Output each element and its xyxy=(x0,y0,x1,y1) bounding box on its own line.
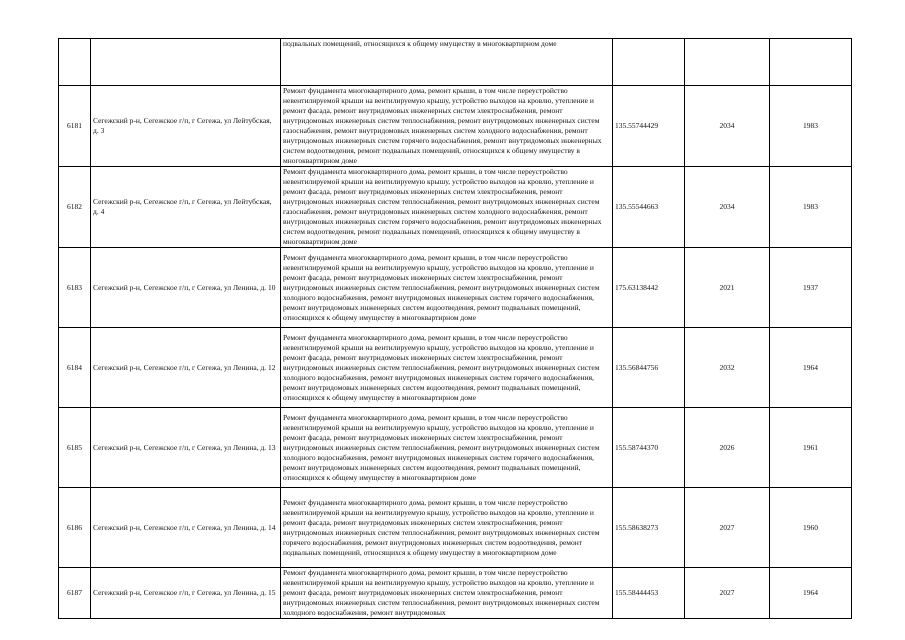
row-built-year: 1961 xyxy=(770,408,852,488)
row-number: 6183 xyxy=(59,248,91,328)
row-works: Ремонт фундамента многоквартирного дома, ремонт крыши, в том числе переустройство невентилируемой крыши на вентилируемую крышу, устройство выходов на кровлю, утепление и ремонт фасада, ремонт внутридомовых инженерных систем электроснабжения, ремонт внутридомовых инженерных систем теплоснабжения, ремонт внутридомовых инженерных систем холодного водоснабжения, ремонт внутридомовых инженерных систем горячего водоснабжения, ремонт внутридомовых инженерных систем водоотведения, ремонт подвальных помещений, относящихся к общему имуществу в многоквартирном доме xyxy=(281,328,613,408)
row-built-year: 1983 xyxy=(770,167,852,248)
row-works: Ремонт фундамента многоквартирного дома, ремонт крыши, в том числе переустройство невентилируемой крыши на вентилируемую крышу, устройство выходов на кровлю, утепление и ремонт фасада, ремонт внутридомовых инженерных систем электроснабжения, ремонт внутридомовых инженерных систем теплоснабжения, ремонт внутридомовых инженерных систем газоснабжения, ремонт внутридомовых инженерных систем холодного водоснабжения, ремонт внутридомовых инженерных систем горячего водоснабжения, ремонт внутридомовых инженерных систем водоотведения, ремонт подвальных помещений, относящихся к общему имуществу в многоквартирном доме xyxy=(281,86,613,167)
row-works: Ремонт фундамента многоквартирного дома, ремонт крыши, в том числе переустройство невентилируемой крыши на вентилируемую крышу, устройство выходов на кровлю, утепление и ремонт фасада, ремонт внутридомовых инженерных систем электроснабжения, ремонт внутридомовых инженерных систем теплоснабжения, ремонт внутридомовых инженерных систем холодного водоснабжения, ремонт внутридомовых xyxy=(281,568,613,619)
row-planned-year: 2034 xyxy=(685,86,770,167)
row-works: Ремонт фундамента многоквартирного дома, ремонт крыши, в том числе переустройство невентилируемой крыши на вентилируемую крышу, устройство выходов на кровлю, утепление и ремонт фасада, ремонт внутридомовых инженерных систем электроснабжения, ремонт внутридомовых инженерных систем теплоснабжения, ремонт внутридомовых инженерных систем холодного водоснабжения, ремонт внутридомовых инженерных систем горячего водоснабжения, ремонт внутридомовых инженерных систем водоотведения, ремонт подвальных помещений, относящихся к общему имуществу в многоквартирном доме xyxy=(281,408,613,488)
row-works: Ремонт фундамента многоквартирного дома, ремонт крыши, в том числе переустройство невентилируемой крыши на вентилируемую крышу, устройство выходов на кровлю, утепление и ремонт фасада, ремонт внутридомовых инженерных систем электроснабжения, ремонт внутридомовых инженерных систем теплоснабжения, ремонт внутридомовых инженерных систем холодного водоснабжения, ремонт внутридомовых инженерных систем горячего водоснабжения, ремонт внутридомовых инженерных систем водоотведения, ремонт подвальных помещений, относящихся к общему имуществу в многоквартирном доме xyxy=(281,248,613,328)
row-built-year: 1964 xyxy=(770,328,852,408)
row-number: 6181 xyxy=(59,86,91,167)
row-built-year: 1983 xyxy=(770,86,852,167)
table-row xyxy=(59,86,852,167)
table-row xyxy=(59,328,852,408)
table-row xyxy=(59,568,852,619)
row-cost: 135.55544663 xyxy=(613,167,685,248)
row-planned-year: 2021 xyxy=(685,248,770,328)
row-number: 6182 xyxy=(59,167,91,248)
capital-repair-register-table xyxy=(58,38,852,619)
row-built-year: 1937 xyxy=(770,248,852,328)
row-planned-year: 2027 xyxy=(685,488,770,568)
row-address xyxy=(91,39,281,86)
row-planned-year: 2026 xyxy=(685,408,770,488)
row-cost xyxy=(613,39,685,86)
table-row xyxy=(59,248,852,328)
table-row xyxy=(59,39,852,86)
row-address: Сегежский р-н, Сегежское г/п, г Сегежа, ул Ленина, д. 10 xyxy=(91,248,281,328)
row-built-year: 1964 xyxy=(770,568,852,619)
row-address: Сегежский р-н, Сегежское г/п, г Сегежа, ул Лейтубская, д. 3 xyxy=(91,86,281,167)
row-address: Сегежский р-н, Сегежское г/п, г Сегежа, ул Ленина, д. 14 xyxy=(91,488,281,568)
row-cost: 155.58444453 xyxy=(613,568,685,619)
row-planned-year: 2034 xyxy=(685,167,770,248)
row-works: Ремонт фундамента многоквартирного дома, ремонт крыши, в том числе переустройство невентилируемой крыши на вентилируемую крышу, устройство выходов на кровлю, утепление и ремонт фасада, ремонт внутридомовых инженерных систем электроснабжения, ремонт внутридомовых инженерных систем теплоснабжения, ремонт внутридомовых инженерных систем горячего водоснабжения, ремонт внутридомовых инженерных систем водоотведения, ремонт подвальных помещений, относящихся к общему имуществу в многоквартирном доме xyxy=(281,488,613,568)
row-number: 6187 xyxy=(59,568,91,619)
row-works: Ремонт фундамента многоквартирного дома, ремонт крыши, в том числе переустройство невентилируемой крыши на вентилируемую крышу, устройство выходов на кровлю, утепление и ремонт фасада, ремонт внутридомовых инженерных систем электроснабжения, ремонт внутридомовых инженерных систем теплоснабжения, ремонт внутридомовых инженерных систем газоснабжения, ремонт внутридомовых инженерных систем холодного водоснабжения, ремонт внутридомовых инженерных систем горячего водоснабжения, ремонт внутридомовых инженерных систем водоотведения, ремонт подвальных помещений, относящихся к общему имуществу в многоквартирном доме xyxy=(281,167,613,248)
row-address: Сегежский р-н, Сегежское г/п, г Сегежа, ул Ленина, д. 13 xyxy=(91,408,281,488)
row-number: 6185 xyxy=(59,408,91,488)
row-planned-year xyxy=(685,39,770,86)
row-built-year: 1960 xyxy=(770,488,852,568)
row-cost: 155.58638273 xyxy=(613,488,685,568)
row-planned-year: 2032 xyxy=(685,328,770,408)
table-row xyxy=(59,167,852,248)
row-built-year xyxy=(770,39,852,86)
table-row xyxy=(59,408,852,488)
row-address: Сегежский р-н, Сегежское г/п, г Сегежа, ул Лейтубская, д. 4 xyxy=(91,167,281,248)
row-cost: 135.55744429 xyxy=(613,86,685,167)
row-cost: 135.56844756 xyxy=(613,328,685,408)
row-address: Сегежский р-н, Сегежское г/п, г Сегежа, ул Ленина, д. 12 xyxy=(91,328,281,408)
row-planned-year: 2027 xyxy=(685,568,770,619)
row-address: Сегежский р-н, Сегежское г/п, г Сегежа, ул Ленина, д. 15 xyxy=(91,568,281,619)
row-works: подвальных помещений, относящихся к общему имуществу в многоквартирном доме xyxy=(281,39,613,86)
row-number: 6184 xyxy=(59,328,91,408)
row-cost: 175.63138442 xyxy=(613,248,685,328)
table-row xyxy=(59,488,852,568)
row-number: 6186 xyxy=(59,488,91,568)
row-number xyxy=(59,39,91,86)
row-cost: 155.58744370 xyxy=(613,408,685,488)
